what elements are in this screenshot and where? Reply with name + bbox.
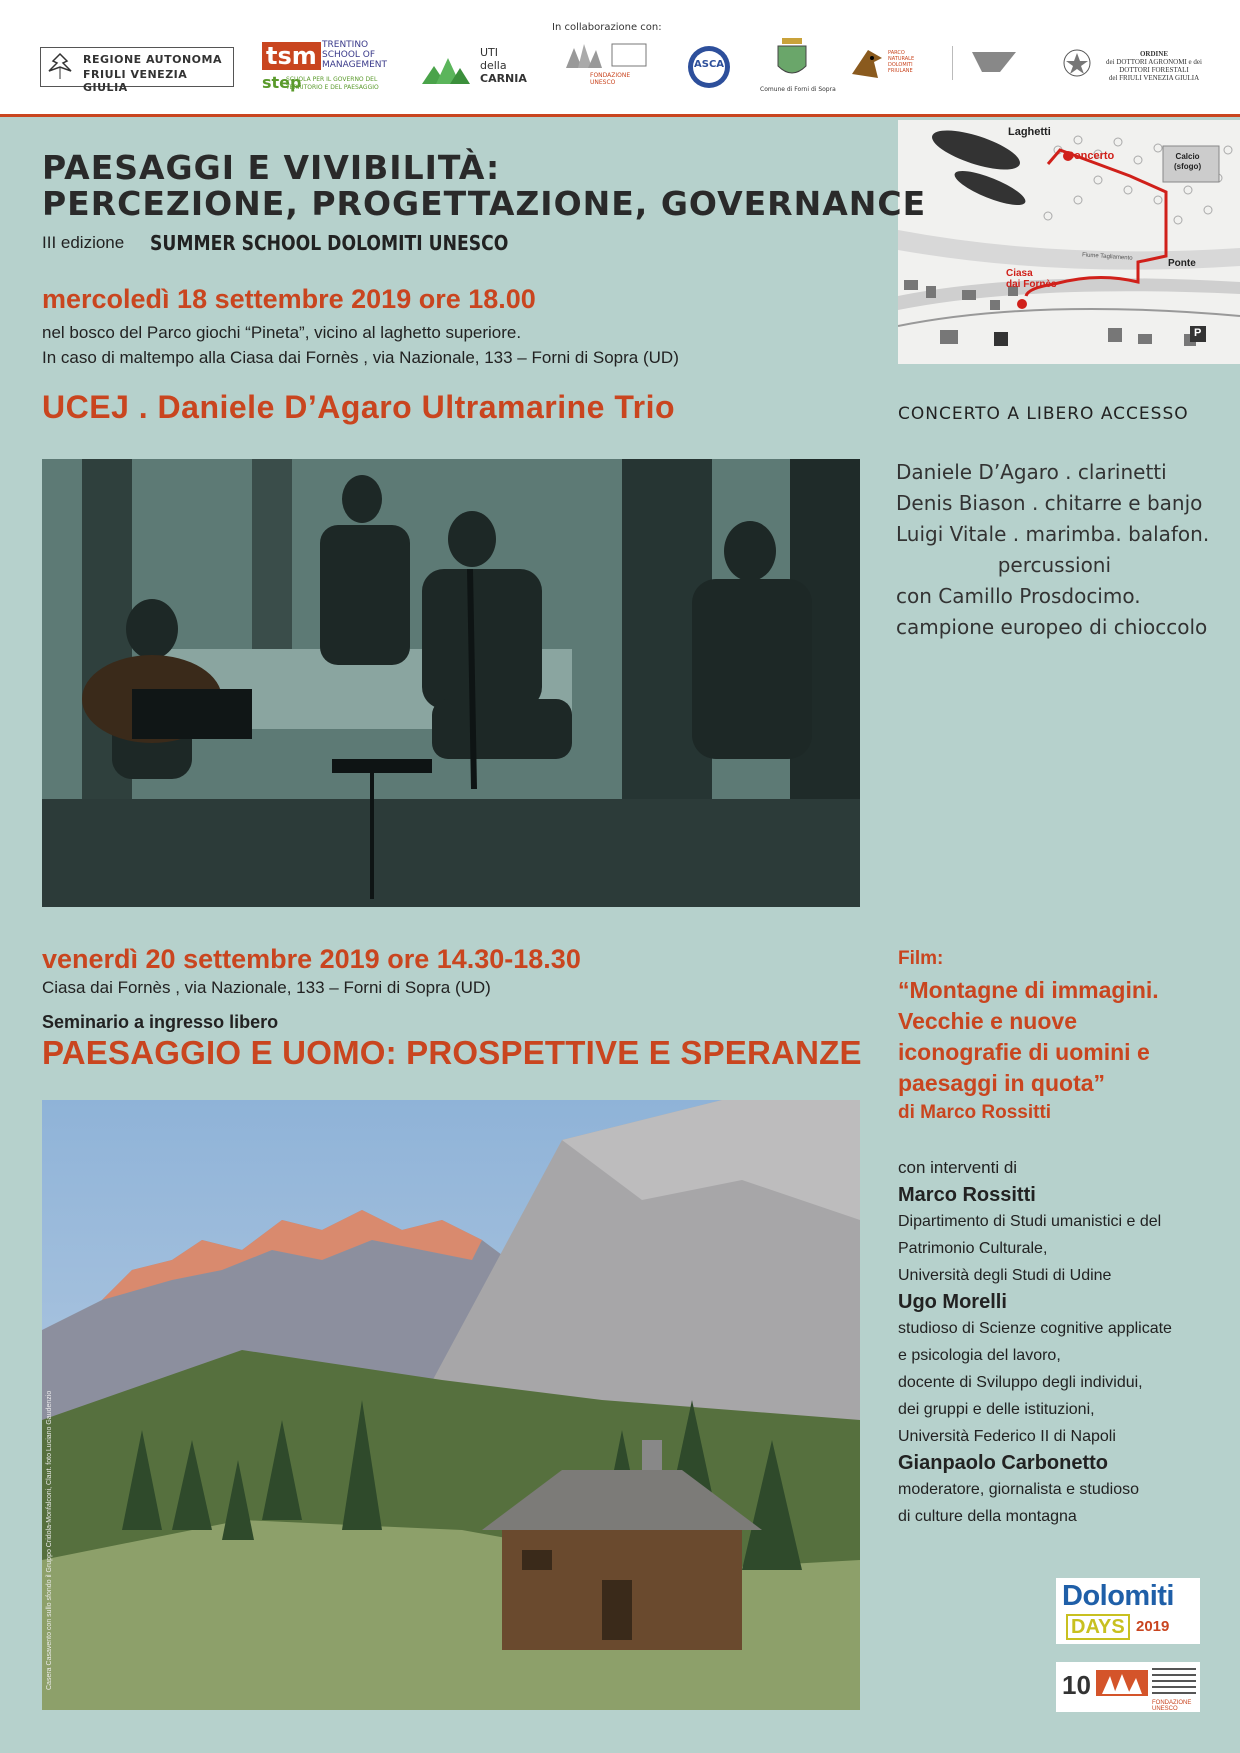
speaker-item xyxy=(898,1450,1228,1530)
concert-photo-illustration xyxy=(42,459,860,907)
film-label: Film: xyxy=(898,948,944,969)
speaker-desc: Dipartimento di Studi umanistici e del Patrimonio Culturale, Università degli Studi di Udine xyxy=(898,1213,1162,1284)
comune-logo xyxy=(760,36,836,96)
eagle-icon xyxy=(45,51,75,81)
dolomites-skyline-icon xyxy=(1096,1670,1148,1696)
asca-logo xyxy=(686,44,732,90)
seminar-title: PAESAGGIO E UOMO: PROSPETTIVE E SPERANZE xyxy=(42,1034,862,1071)
region-logo-line2: FRIULI VENEZIA GIULIA xyxy=(83,68,188,94)
map-parking-icon: P xyxy=(1194,327,1202,339)
mountain-photo xyxy=(42,1100,860,1710)
parco-label: PARCO NATURALE DOLOMITI FRIULANE xyxy=(888,50,915,74)
speaker-name: Gianpaolo Carbonetto xyxy=(898,1452,1108,1474)
speakers-list xyxy=(898,1182,1228,1530)
eagle-head-icon xyxy=(848,44,888,84)
dolomites-skyline-icon xyxy=(552,40,652,70)
photo-credit: Casera Casavento con sullo sfondo il Gruppo Cridola-Monfalconi, Claut. foto Luciano Gaudenzio xyxy=(46,1390,53,1690)
days-year: 2019 xyxy=(1136,1618,1170,1635)
ordine-agronomi-logo xyxy=(1062,48,1212,88)
days-word: DAYS xyxy=(1066,1614,1130,1640)
region-fvg-logo xyxy=(40,47,234,94)
uti-text: UTI della CARNIA xyxy=(480,46,527,85)
fondazione-word: FONDAZIONE UNESCO xyxy=(1152,1700,1192,1712)
region-logo-line1: REGIONE AUTONOMA xyxy=(83,53,222,66)
tsm-text: TRENTINO SCHOOL OF MANAGEMENT xyxy=(322,40,387,70)
comune-label: Comune di Forni di Sopra xyxy=(760,86,836,93)
dolomiti-days-logo xyxy=(1056,1578,1200,1644)
speaker-item xyxy=(898,1289,1228,1450)
speaker-item xyxy=(898,1182,1228,1289)
event1-venue-line2: In caso di maltempo alla Ciasa dai Fornès , via Nazionale, 133 – Forni di Sopra (UD) xyxy=(42,348,679,367)
ordine-text: ORDINE dei DOTTORI AGRONOMI e dei DOTTORI FORESTALI del FRIULI VENEZIA GIULIA xyxy=(1106,50,1202,82)
concert-lineup: Daniele D’Agaro . clarinetti Denis Biason . chitarre e banjo Luigi Vitale . marimba. balafon. percussioni con Camillo Prosdocimo. campione europeo di chioccolo xyxy=(896,460,1210,639)
event1-venue-line1: nel bosco del Parco giochi “Pineta”, vicino al laghetto superiore. xyxy=(42,323,522,342)
title-line2: PERCEZIONE, PROGETTAZIONE, GOVERNANCE xyxy=(42,184,927,223)
concert-access-label: CONCERTO A LIBERO ACCESSO xyxy=(898,404,1189,424)
title-block xyxy=(42,150,926,222)
event1-venue xyxy=(42,320,679,370)
asca-text: ASCA xyxy=(694,59,725,70)
fondazione-label: FONDAZIONE UNESCO xyxy=(590,72,631,86)
italian-emblem-icon xyxy=(1062,48,1092,78)
map-label-fiume: Fiume Tagliamento xyxy=(1081,252,1133,262)
map-label-concerto: Concerto xyxy=(1066,150,1115,162)
uti-carnia-logo xyxy=(418,44,528,94)
speaker-desc: moderatore, giornalista e studioso di culture della montagna xyxy=(898,1481,1140,1525)
seminar-label: Seminario a ingresso libero xyxy=(42,1012,279,1032)
speaker-name: Ugo Morelli xyxy=(898,1291,1007,1313)
edition-label: III edizione xyxy=(42,233,125,252)
map-label-ciasa: Ciasa dai Fornès xyxy=(1006,268,1057,290)
step-text: SCUOLA PER IL GOVERNO DEL TERRITORIO E DEL PAESAGGIO xyxy=(286,76,379,91)
event2-date: venerdì 20 settembre 2019 ore 14.30-18.30 xyxy=(42,944,581,974)
title-line1: PAESAGGI E VIVIBILITÀ: xyxy=(42,148,501,187)
speaker-name: Marco Rossitti xyxy=(898,1184,1036,1206)
mountains-logo-icon xyxy=(418,46,470,88)
film-title: “Montagne di immagini. Vecchie e nuove iconografie di uomini e paesaggi in quota” xyxy=(898,977,1159,1096)
event1-date: mercoledì 18 settembre 2019 ore 18.00 xyxy=(42,284,536,314)
collab-label: In collaborazione con: xyxy=(552,22,662,33)
fondazione-unesco-logo xyxy=(552,40,652,90)
step-mark: step xyxy=(262,73,302,92)
logo-header xyxy=(0,0,1240,117)
anniversary-number: 10 xyxy=(1062,1670,1091,1700)
summer-school-label: SUMMER SCHOOL DOLOMITI UNESCO xyxy=(150,231,509,255)
tsm-logo xyxy=(262,40,392,96)
film-author: di Marco Rossitti xyxy=(898,1102,1052,1123)
map-label-ponte: Ponte xyxy=(1168,258,1196,269)
coat-of-arms-icon xyxy=(772,36,812,82)
parco-dolomiti-logo xyxy=(848,44,928,90)
dolomiti-text-stack xyxy=(1152,1668,1196,1696)
speaker-desc: studioso di Scienze cognitive applicate e psicologia del lavoro, docente di Sviluppo degli individui, dei gruppi e delle istituzioni, Università Federico II di Napoli xyxy=(898,1320,1172,1445)
geo-shape-icon xyxy=(952,44,1032,84)
dolomiti-word: Dolomiti xyxy=(1062,1580,1174,1612)
map-label-laghetti: Laghetti xyxy=(1008,126,1051,138)
event2-venue: Ciasa dai Fornès , via Nazionale, 133 – Forni di Sopra (UD) xyxy=(42,978,491,997)
tsm-mark: tsm xyxy=(262,42,321,70)
location-map xyxy=(898,120,1240,364)
speakers-intro: con interventi di xyxy=(898,1158,1018,1177)
map-label-calcio: Calcio (sfogo) xyxy=(1174,152,1202,171)
mountain-photo-illustration xyxy=(42,1100,860,1710)
concert-photo xyxy=(42,459,860,907)
unesco-10-logo xyxy=(1056,1662,1200,1712)
event1-title: UCEJ . Daniele D’Agaro Ultramarine Trio xyxy=(42,389,675,425)
geo-logo xyxy=(952,44,1032,84)
